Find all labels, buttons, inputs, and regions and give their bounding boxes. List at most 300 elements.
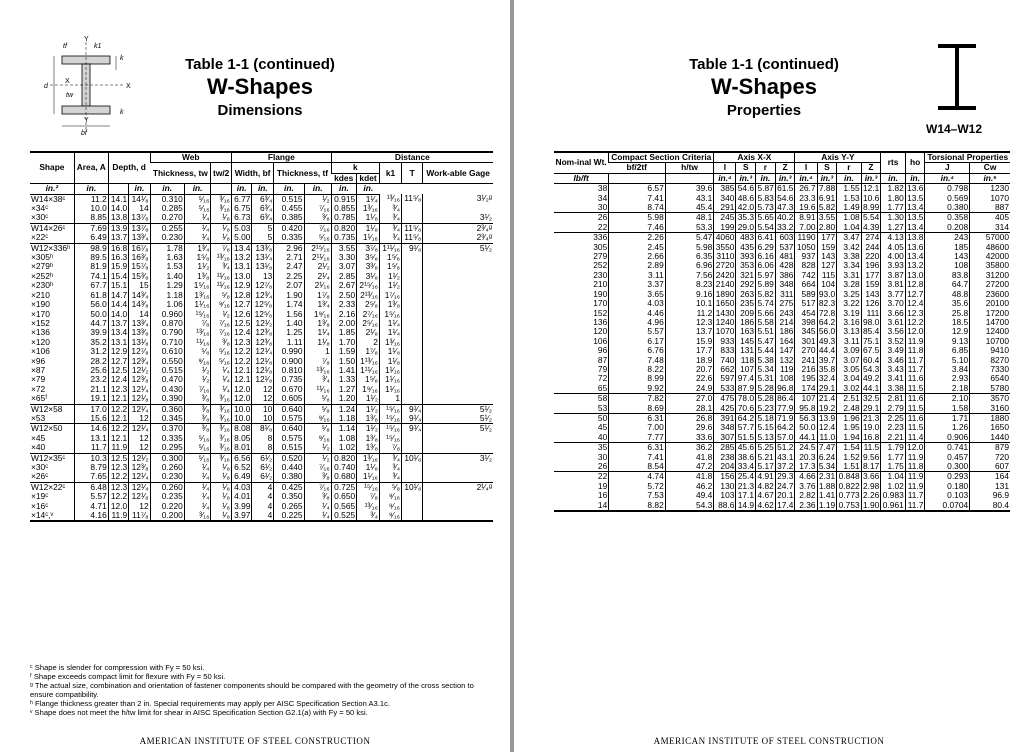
row-label: 40: [597, 431, 608, 442]
table-cell: ¹⁄₈: [211, 213, 231, 223]
row-label: ×19ᶜ: [31, 491, 49, 502]
diagram-label-k-bottom: k: [120, 109, 124, 116]
table-cell: 5.21: [757, 451, 774, 462]
table-cell: 2¹⁄₄: [304, 272, 331, 281]
table-cell: 12.2: [108, 424, 128, 434]
right-header: [514, 28, 1024, 140]
table-cell: 12¹⁄₄: [129, 482, 150, 492]
col-torsional: Torsional Properties: [925, 152, 1010, 163]
table-cell: 115: [817, 271, 837, 280]
table-cell: 0.710: [150, 338, 184, 347]
table-cell: 5.28: [757, 393, 774, 404]
table-cell: 4.91: [757, 471, 774, 482]
table-cell: 0.575: [274, 434, 304, 443]
table-cell: ³⁄₄: [379, 213, 401, 223]
table-cell: 14: [129, 204, 150, 213]
table-cell: 19.6: [795, 203, 817, 213]
table-cell: 10.0: [231, 404, 251, 414]
table-cell: 5.87: [757, 183, 774, 194]
table-cell: 6.77: [231, 194, 251, 204]
table-cell: 1.75: [881, 462, 905, 472]
table-cell: 12.0: [231, 394, 251, 404]
table-cell: 1.95: [837, 423, 861, 432]
table-cell: 292: [736, 280, 756, 289]
table-cell: 13¹⁄₄: [252, 253, 274, 262]
table-cell: 13.2: [907, 260, 924, 271]
table-cell: 48600: [970, 243, 1010, 252]
table-cell: 2720: [715, 260, 735, 271]
table-cell: 0.335: [274, 233, 304, 243]
table-cell: 35.6: [925, 299, 970, 308]
table-cell: 2.10: [925, 394, 970, 404]
table-cell: 1⁵⁄₁₆: [184, 281, 211, 290]
table-cell: 11.7: [905, 491, 925, 500]
table-cell: 12: [129, 434, 150, 443]
table-cell: 17.3: [795, 462, 817, 472]
table-cell: 1.18: [150, 291, 184, 300]
table-cell: 3⁵⁄₈: [357, 253, 380, 262]
table-cell: 3¹⁄₂: [423, 453, 493, 463]
table-cell: 1070: [715, 326, 735, 337]
table-cell: 12: [129, 443, 150, 453]
table-cell: 2.00: [331, 319, 356, 328]
table-cell: 143: [817, 252, 837, 261]
table-cell: 1240: [715, 316, 735, 327]
table-cell: 1⁹⁄₁₆: [304, 310, 331, 319]
table-cell: ¹¹⁄₁₆: [304, 385, 331, 394]
table-cell: 3.46: [881, 356, 905, 365]
table-cell: 11.4: [905, 433, 925, 443]
table-cell: 1.40: [274, 319, 304, 328]
table-cell: 1.27: [331, 385, 356, 394]
row-label: ×40: [31, 442, 46, 453]
table-cell: 7.53: [609, 491, 666, 500]
table-cell: 12: [252, 385, 274, 394]
table-cell: 1650: [970, 423, 1010, 432]
table-cell: 3.02: [837, 384, 861, 394]
row-label: ×279ʰ: [31, 261, 54, 272]
table-cell: 603: [775, 233, 795, 243]
row-label: ×305ʰ: [31, 252, 54, 263]
table-cell: 3.09: [837, 346, 861, 355]
unit-cell: lb/ft: [554, 173, 609, 183]
table-cell: 12.3: [231, 338, 251, 347]
table-cell: 12.9: [108, 347, 128, 356]
table-cell: [402, 319, 423, 328]
col-t: T: [402, 163, 423, 184]
table-cell: 589: [795, 290, 817, 299]
table-cell: 3.19: [837, 309, 861, 318]
table-cell: 405: [970, 213, 1010, 223]
table-cell: [423, 502, 493, 511]
table-cell: 340: [714, 194, 736, 203]
table-cell: 15.9: [665, 337, 714, 346]
table-cell: 8: [252, 434, 274, 443]
table-cell: 12¹⁄₄: [129, 404, 150, 414]
unit-cell: in.: [756, 173, 776, 183]
table-cell: 3.66: [881, 309, 905, 318]
table-cell: 1.74: [274, 300, 304, 309]
table-cell: 12: [129, 502, 150, 511]
table-cell: 1¹⁄₂: [184, 262, 211, 271]
table-cell: 1⁵⁄₈: [379, 262, 401, 271]
table-cell: 0.470: [150, 375, 184, 384]
table-cell: 0.565: [331, 502, 356, 511]
table-row: [554, 203, 1010, 213]
table-cell: 39.7: [818, 354, 836, 365]
table-cell: 5.58: [757, 316, 774, 327]
table-cell: 0.335: [150, 434, 184, 443]
table-cell: ¹⁄₄: [304, 502, 331, 511]
row-label: 279: [593, 251, 608, 262]
table-row: [554, 501, 1010, 511]
col-rx: r: [756, 163, 776, 173]
table-row: [30, 233, 493, 243]
table-cell: ³⁄₄: [379, 204, 401, 213]
table-cell: 12.4: [907, 298, 924, 309]
table-cell: 1: [304, 347, 331, 356]
table-cell: 13.0: [231, 272, 251, 281]
table-cell: 17.4: [777, 499, 794, 510]
table-cell: 321: [736, 271, 756, 280]
table-cell: 49.3: [818, 335, 836, 346]
table-cell: 50.0: [74, 310, 108, 319]
table-cell: ⁹⁄₁₆: [211, 300, 231, 309]
unit-cell: [108, 184, 128, 194]
table-cell: 64.2: [777, 422, 794, 433]
table-cell: 67.7: [74, 281, 108, 290]
table-cell: 5.47: [757, 335, 774, 346]
table-cell: 15.4: [108, 272, 128, 281]
table-cell: 25.6: [74, 366, 108, 375]
table-cell: ³⁄₈: [184, 424, 211, 434]
table-cell: ⁹⁄₁₆: [304, 434, 331, 443]
table-cell: 3.11: [837, 337, 861, 346]
table-cell: 3.07: [837, 356, 861, 365]
table-cell: 13.5: [907, 192, 924, 203]
table-cell: 209: [736, 309, 756, 318]
unit-cell: in.⁶: [970, 173, 1010, 183]
table-cell: 12.1: [108, 434, 128, 443]
table-cell: 143: [925, 252, 970, 261]
table-cell: 5.44: [757, 345, 774, 356]
table-cell: 0.569: [925, 194, 970, 203]
table-cell: ³⁄₁₆: [211, 394, 231, 404]
table-cell: 1¹⁄₂: [379, 281, 401, 290]
table-cell: 131: [970, 482, 1010, 491]
table-cell: 145: [736, 337, 756, 346]
table-cell: 0.358: [925, 213, 970, 223]
row-label: 336: [554, 233, 609, 243]
table-cell: ¹⁄₈: [211, 502, 231, 511]
table-row: [30, 511, 493, 521]
table-cell: 9¹⁄₈: [402, 243, 423, 253]
footnote: ʰ Flange thickness greater than 2 in. Special requirements may apply per AISC Specification Section A3.1c.: [30, 699, 391, 708]
table-cell: 1.06: [150, 300, 184, 309]
table-cell: 0.753: [838, 499, 860, 510]
table-cell: [402, 443, 423, 453]
table-cell: 38.6: [737, 451, 755, 462]
table-cell: 8.82: [609, 501, 666, 511]
table-cell: 159: [861, 280, 881, 289]
table-cell: 27.0: [665, 394, 714, 404]
col-axis-y: Axis Y-Y: [795, 152, 881, 163]
table-cell: 29.1: [818, 382, 836, 393]
row-label: ×53: [31, 412, 46, 423]
table-cell: 11⁵⁄₈: [402, 233, 423, 243]
table-cell: 0.270: [150, 213, 184, 223]
table-cell: 4.62: [757, 499, 774, 510]
col-ry: r: [837, 163, 861, 173]
table-cell: 13.9: [818, 412, 836, 423]
table-cell: ¹¹⁄₁₆: [211, 281, 231, 290]
table-cell: 5.83: [757, 192, 774, 203]
table-cell: 3.04: [837, 374, 861, 383]
unit-cell: in.: [252, 184, 274, 194]
table-cell: 1.11: [274, 338, 304, 347]
table-cell: 1⁹⁄₁₆: [357, 385, 380, 394]
table-cell: 241: [795, 356, 817, 365]
table-cell: 60.4: [863, 354, 880, 365]
table-cell: 13.1: [231, 262, 251, 271]
table-cell: 12¹⁄₄: [129, 472, 150, 482]
table-cell: 0.285: [150, 204, 184, 213]
table-cell: ⁵⁄₈: [304, 394, 331, 404]
row-label: ×106: [31, 346, 50, 357]
table-cell: 186: [736, 318, 756, 327]
table-cell: 15⁷⁄₈: [129, 262, 150, 271]
row-label: W12×35ᶜ: [30, 453, 74, 463]
table-cell: 5.15: [757, 422, 774, 433]
row-label: ×210: [31, 289, 50, 300]
table-cell: ⁵⁄₈: [379, 482, 401, 492]
table-cell: 3.66: [863, 471, 880, 482]
table-cell: 6.41: [757, 232, 774, 243]
table-cell: 10.3: [74, 453, 108, 463]
table-cell: 5.31: [757, 373, 774, 384]
row-label: 53: [597, 402, 608, 413]
table-cell: 12.7: [108, 357, 128, 366]
table-cell: 159: [817, 243, 837, 252]
table-cell: 1⁷⁄₈: [357, 347, 380, 356]
table-cell: 2⁵⁄₁₆: [357, 319, 380, 328]
table-cell: [402, 347, 423, 356]
table-cell: 1.80: [881, 194, 905, 203]
table-cell: ¹⁄₄: [184, 482, 211, 492]
table-cell: 6¹⁄₂: [252, 463, 274, 472]
table-cell: ¹⁵⁄₁₆: [379, 414, 401, 424]
table-cell: 2¹⁄₂: [304, 262, 331, 271]
table-cell: [423, 328, 493, 337]
table-cell: 5.74: [757, 298, 774, 309]
table-cell: [402, 492, 423, 501]
table-cell: [402, 511, 423, 521]
table-cell: ³⁄₈: [184, 414, 211, 424]
table-cell: 386: [775, 271, 795, 280]
table-cell: ⁷⁄₁₆: [184, 385, 211, 394]
table-cell: 1880: [970, 413, 1010, 423]
table-cell: 1³⁄₁₆: [379, 338, 401, 347]
table-cell: 1¹⁄₁₆: [379, 385, 401, 394]
table-cell: 14: [129, 310, 150, 319]
table-cell: 3.38: [837, 252, 861, 261]
table-cell: 6.75: [231, 204, 251, 213]
table-cell: 0.798: [925, 184, 970, 194]
table-cell: 8.17: [863, 461, 880, 471]
table-cell: 428: [775, 261, 795, 270]
table-cell: 5.18: [757, 412, 774, 423]
table-cell: 0.740: [331, 463, 356, 472]
table-cell: 15: [129, 281, 150, 290]
table-cell: 13.6: [907, 241, 924, 252]
table-cell: 12¹⁄₄: [252, 347, 274, 356]
table-cell: 18.9: [665, 356, 714, 365]
table-cell: ³⁄₁₆: [211, 443, 231, 453]
table-cell: 314: [970, 223, 1010, 233]
table-cell: 71.9: [777, 412, 794, 423]
table-cell: 243: [925, 233, 970, 243]
table-cell: 23.3: [795, 194, 817, 203]
table-cell: 6³⁄₄: [252, 204, 274, 213]
table-cell: 12.5: [108, 453, 128, 463]
table-cell: 1.40: [150, 272, 184, 281]
col-depth: Depth, d: [108, 152, 150, 184]
table-cell: 49.2: [863, 373, 880, 384]
table-cell: 8.08: [231, 424, 251, 434]
table-cell: 41.8: [665, 453, 714, 462]
table-cell: 54.6: [737, 183, 755, 194]
table-cell: 6.57: [609, 184, 666, 194]
table-cell: 8270: [970, 356, 1010, 365]
table-cell: 14.7: [108, 291, 128, 300]
table-cell: 95.8: [795, 404, 817, 414]
table-cell: 12.9: [925, 327, 970, 336]
table-cell: 25.4: [737, 471, 755, 482]
table-cell: 35.8: [818, 363, 836, 374]
row-label: 45: [597, 422, 608, 433]
table-cell: 1.82: [881, 184, 905, 194]
table-cell: 887: [970, 203, 1010, 213]
table-cell: ¹⁄₂: [184, 375, 211, 384]
table-cell: 36.2: [665, 443, 714, 453]
table-cell: 435: [736, 243, 756, 252]
table-cell: 31.2: [74, 347, 108, 356]
table-cell: 0.820: [331, 223, 356, 233]
diagram-label-tw: tw: [66, 92, 73, 99]
table-cell: 1¹⁄₁₆: [379, 366, 401, 375]
table-cell: 1.19: [818, 499, 836, 510]
table-cell: 47.3: [777, 202, 794, 213]
table-cell: 12.3: [108, 385, 128, 394]
table-cell: 475: [714, 394, 736, 404]
row-label: 106: [593, 335, 608, 346]
table-cell: 5.66: [757, 307, 774, 318]
table-cell: 107: [736, 365, 756, 374]
table-cell: [423, 357, 493, 366]
table-cell: ¹⁄₂: [184, 366, 211, 375]
table-cell: 1.96: [837, 413, 861, 423]
table-cell: 6.35: [665, 252, 714, 261]
table-cell: 1.49: [837, 203, 861, 213]
table-cell: 2.36: [795, 501, 817, 511]
table-cell: 3¹⁄₂: [423, 213, 493, 223]
table-cell: 4.05: [881, 243, 905, 252]
table-cell: 4: [252, 492, 274, 501]
table-cell: 0.550: [150, 357, 184, 366]
table-cell: 1.41: [331, 366, 356, 375]
table-cell: [423, 272, 493, 281]
table-cell: 6540: [970, 374, 1010, 383]
table-cell: [423, 319, 493, 328]
diagram-label-bf: bf: [81, 130, 87, 137]
table-cell: [402, 357, 423, 366]
table-cell: 126: [861, 299, 881, 308]
table-cell: 10: [252, 414, 274, 424]
unit-cell: in.⁴: [925, 173, 970, 183]
table-cell: 3.41: [881, 374, 905, 383]
table-cell: ⁵⁄₈: [184, 347, 211, 356]
table-cell: 3.97: [231, 511, 251, 521]
table-cell: 0.810: [274, 366, 304, 375]
table-cell: ³⁄₈: [211, 338, 231, 347]
table-row: [554, 462, 1010, 472]
table-cell: ¹⁄₈: [211, 511, 231, 521]
row-label: W12×58: [30, 404, 74, 414]
table-cell: 0.725: [331, 482, 356, 492]
table-cell: 82.3: [818, 298, 836, 309]
table-cell: 19.1: [74, 394, 108, 404]
row-label: 16: [597, 490, 608, 501]
table-cell: ¹⁄₂: [304, 453, 331, 463]
table-cell: ⁵⁄₁₆: [184, 443, 211, 453]
unit-cell: [609, 173, 666, 183]
row-label: 170: [593, 298, 608, 309]
table-cell: 186: [775, 327, 795, 336]
table-cell: 3.13: [837, 327, 861, 336]
table-cell: 10: [252, 404, 274, 414]
table-cell: 12.5: [231, 319, 251, 328]
table-cell: ¹⁄₄: [304, 511, 331, 521]
table-cell: 6.48: [74, 482, 108, 492]
table-cell: 12.7: [907, 288, 924, 299]
col-cw: Cw: [970, 163, 1010, 173]
table-cell: 11.6: [905, 394, 925, 404]
table-cell: 220: [861, 252, 881, 261]
table-cell: 3110: [714, 252, 736, 261]
w-shape-dimension-diagram: [30, 34, 148, 140]
table-cell: 12.3: [907, 307, 924, 318]
table-cell: 42.0: [737, 202, 755, 213]
table-cell: ⁷⁄₈: [211, 243, 231, 253]
table-cell: 275: [775, 299, 795, 308]
table-cell: 13.4: [907, 202, 924, 213]
table-cell: 270: [795, 346, 817, 355]
table-cell: 14.0: [108, 310, 128, 319]
diagram-label-x-right: X: [126, 83, 131, 90]
table-cell: 74.1: [74, 272, 108, 281]
table-cell: 17.7: [665, 346, 714, 355]
table-cell: 21.1: [74, 385, 108, 394]
row-label: ×87: [31, 364, 46, 375]
row-label: W12×336ʰ: [30, 243, 74, 253]
table-cell: 5.54: [863, 212, 880, 223]
table-cell: 1⁵⁄₁₆: [379, 310, 401, 319]
table-cell: 96.9: [970, 491, 1010, 500]
table-cell: 8.74: [609, 203, 666, 213]
table-cell: 0.870: [150, 319, 184, 328]
table-cell: ¹¹⁄₁₆: [184, 338, 211, 347]
table-cell: 4.67: [757, 490, 774, 501]
